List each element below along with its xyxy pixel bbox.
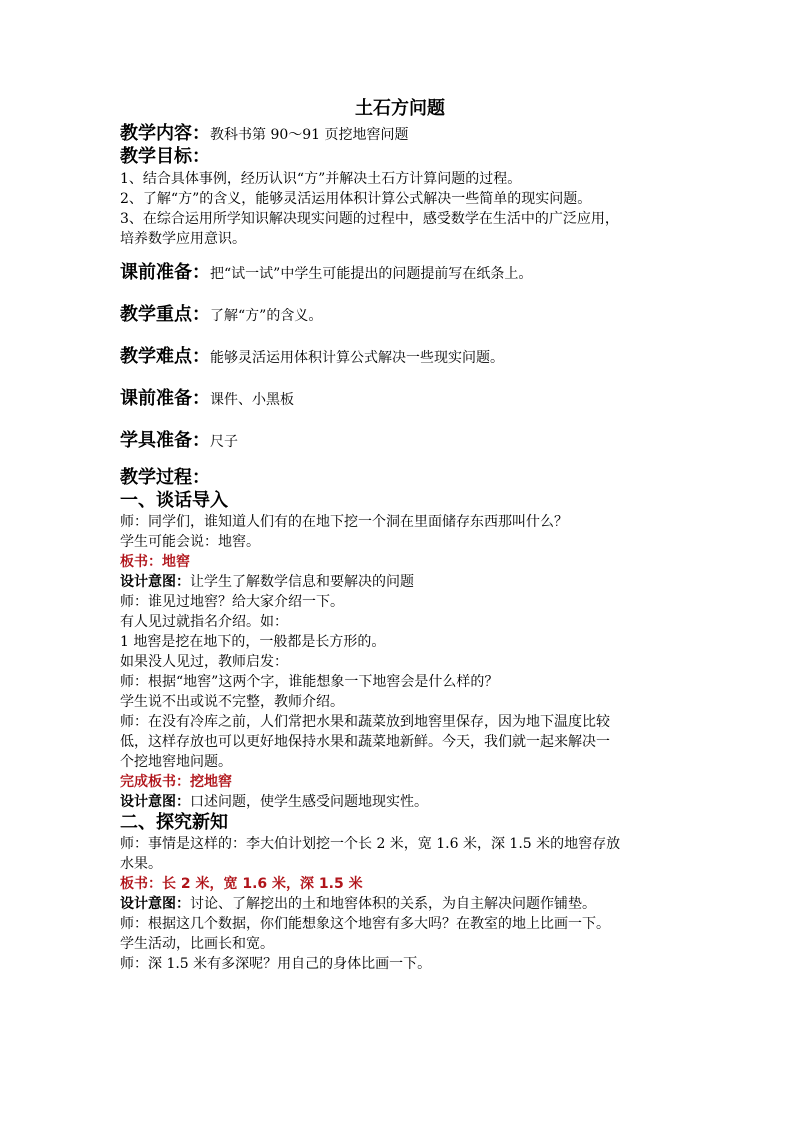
dialog-line: 师：根据“地窖”这两个字，谁能想象一下地窖会是什么样的？ xyxy=(120,674,499,690)
content-label: 教学内容： xyxy=(120,123,210,144)
difficulty-text: 能够灵活运用体积计算公式解决一些现实问题。 xyxy=(210,350,504,366)
section2-heading: 二、探究新知 xyxy=(120,812,228,833)
key-point-label: 教学重点： xyxy=(120,304,210,325)
goal-item: 1、结合具体事例，经历认识“方”并解决土石方计算问题的过程。 xyxy=(120,171,522,187)
dialog-line: 师：事情是这样的：李大伯计划挖一个长 2 米，宽 1.6 米，深 1.5 米的地窖存放 xyxy=(120,836,621,852)
board-note: 完成板书：挖地窖 xyxy=(120,774,232,790)
section1-heading: 一、谈话导入 xyxy=(120,490,228,511)
dialog-line: 水果。 xyxy=(120,856,162,872)
goal-item: 2、了解“方”的含义，能够灵活运用体积计算公式解决一些简单的现实问题。 xyxy=(120,191,592,207)
prep2-label: 课前准备： xyxy=(120,388,210,409)
difficulty-label: 教学难点： xyxy=(120,346,210,367)
key-point-row xyxy=(120,305,680,326)
dialog-line: 如果没人见过，教师启发： xyxy=(120,654,288,670)
dialog-line: 学生活动，比画长和宽。 xyxy=(120,936,274,952)
dialog-line: 学生可能会说：地窖。 xyxy=(120,534,260,550)
dialog-line: 师：深 1.5 米有多深呢？用自己的身体比画一下。 xyxy=(120,956,432,972)
difficulty-row xyxy=(120,347,680,368)
dialog-line: 有人见过就指名介绍。如： xyxy=(120,614,288,630)
content-text: 教科书第 90～91 页挖地窖问题 xyxy=(210,127,409,143)
process-label: 教学过程： xyxy=(120,467,210,488)
goal-item: 培养数学应用意识。 xyxy=(120,231,246,247)
tools-label: 学具准备： xyxy=(120,430,210,451)
lesson-plan-document xyxy=(120,96,680,974)
design-intent-label: 设计意图： xyxy=(120,794,190,810)
dialog-line: 师：谁见过地窖？给大家介绍一下。 xyxy=(120,594,344,610)
design-intent-label: 设计意图： xyxy=(120,896,190,912)
prep1-label: 课前准备： xyxy=(120,262,210,283)
board-note: 板书：长 2 米，宽 1.6 米，深 1.5 米 xyxy=(120,876,363,892)
design-intent-text: 口述问题，使学生感受问题地现实性。 xyxy=(190,794,428,810)
design-intent-row xyxy=(120,792,680,812)
dialog-line: 师：根据这几个数据，你们能想象这个地窖有多大吗？在教室的地上比画一下。 xyxy=(120,916,610,932)
content-row xyxy=(120,124,680,145)
goals-label: 教学目标： xyxy=(120,146,210,167)
prep1-row xyxy=(120,263,680,284)
dialog-line: 学生说不出或说不完整，教师介绍。 xyxy=(120,694,344,710)
key-point-text: 了解“方”的含义。 xyxy=(210,308,323,324)
design-intent-text: 讨论、了解挖出的土和地窖体积的关系，为自主解决问题作铺垫。 xyxy=(190,896,596,912)
dialog-line: 1 地窖是挖在地下的，一般都是长方形的。 xyxy=(120,634,386,650)
design-intent-label: 设计意图： xyxy=(120,574,190,590)
prep2-text: 课件、小黑板 xyxy=(210,392,294,408)
dialog-line: 师：在没有冷库之前，人们常把水果和蔬菜放到地窖里保存，因为地下温度比较 xyxy=(120,714,610,730)
design-intent-text: 让学生了解数学信息和要解决的问题 xyxy=(190,574,414,590)
dialog-line: 个挖地窖地问题。 xyxy=(120,754,232,770)
dialog-line: 低，这样存放也可以更好地保持水果和蔬菜地新鲜。今天，我们就一起来解决一 xyxy=(120,734,610,750)
prep2-row xyxy=(120,389,680,410)
tools-row xyxy=(120,431,680,452)
tools-text: 尺子 xyxy=(210,434,238,450)
board-note: 板书：地窖 xyxy=(120,554,190,570)
design-intent-row xyxy=(120,894,680,914)
dialog-line: 师：同学们，谁知道人们有的在地下挖一个洞在里面储存东西那叫什么？ xyxy=(120,514,568,530)
goal-item: 3、在综合运用所学知识解决现实问题的过程中，感受数学在生活中的广泛应用， xyxy=(120,211,619,227)
prep1-text: 把“试一试”中学生可能提出的问题提前写在纸条上。 xyxy=(210,266,533,282)
document-title: 土石方问题 xyxy=(355,98,445,119)
design-intent-row xyxy=(120,572,680,592)
